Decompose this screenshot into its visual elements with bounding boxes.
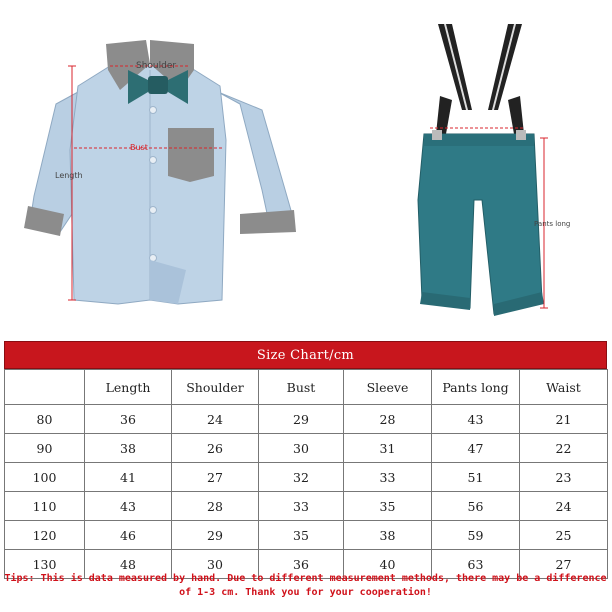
table-cell: 48 xyxy=(85,550,172,579)
length-label: Length xyxy=(55,171,83,180)
pants-illustration xyxy=(418,24,544,316)
size-cell: 100 xyxy=(5,463,85,492)
column-header-sleeve: Sleeve xyxy=(344,370,432,405)
table-cell: 30 xyxy=(172,550,259,579)
column-header xyxy=(5,370,85,405)
table-row xyxy=(5,463,608,492)
bust-label: Bust xyxy=(130,143,148,152)
table-row xyxy=(5,405,608,434)
table-cell: 38 xyxy=(85,434,172,463)
column-header-waist: Waist xyxy=(520,370,608,405)
table-row xyxy=(5,492,608,521)
table-cell: 40 xyxy=(344,550,432,579)
table-cell: 43 xyxy=(432,405,520,434)
column-header-length: Length xyxy=(85,370,172,405)
size-chart xyxy=(4,341,607,579)
table-cell: 22 xyxy=(520,434,608,463)
table-row xyxy=(5,521,608,550)
table-cell: 46 xyxy=(85,521,172,550)
table-cell: 33 xyxy=(259,492,344,521)
shoulder-label: Shoulder xyxy=(136,61,177,71)
table-cell: 38 xyxy=(344,521,432,550)
table-cell: 59 xyxy=(432,521,520,550)
column-header-bust: Bust xyxy=(259,370,344,405)
size-cell: 110 xyxy=(5,492,85,521)
table-cell: 56 xyxy=(432,492,520,521)
tips-line-1: Tips: This is data measured by hand. Due to different measurement methods, there may be a difference xyxy=(4,573,607,584)
table-cell: 30 xyxy=(259,434,344,463)
table-cell: 35 xyxy=(259,521,344,550)
table-cell: 31 xyxy=(344,434,432,463)
table-cell: 27 xyxy=(172,463,259,492)
table-cell: 35 xyxy=(344,492,432,521)
table-cell: 24 xyxy=(172,405,259,434)
size-cell: 80 xyxy=(5,405,85,434)
table-cell: 36 xyxy=(259,550,344,579)
pants-long-label: Pants long xyxy=(534,220,571,228)
size-table xyxy=(4,369,608,579)
table-cell: 25 xyxy=(520,521,608,550)
table-cell: 29 xyxy=(172,521,259,550)
table-cell: 43 xyxy=(85,492,172,521)
column-header-shoulder: Shoulder xyxy=(172,370,259,405)
table-cell: 23 xyxy=(520,463,608,492)
size-cell: 130 xyxy=(5,550,85,579)
column-header-pants-long: Pants long xyxy=(432,370,520,405)
table-cell: 21 xyxy=(520,405,608,434)
table-cell: 63 xyxy=(432,550,520,579)
tips-note xyxy=(4,572,607,600)
table-cell: 41 xyxy=(85,463,172,492)
table-cell: 28 xyxy=(172,492,259,521)
table-cell: 33 xyxy=(344,463,432,492)
table-header-row xyxy=(5,370,608,405)
table-cell: 27 xyxy=(520,550,608,579)
size-cell: 90 xyxy=(5,434,85,463)
table-cell: 29 xyxy=(259,405,344,434)
table-cell: 47 xyxy=(432,434,520,463)
table-cell: 28 xyxy=(344,405,432,434)
size-cell: 120 xyxy=(5,521,85,550)
table-cell: 32 xyxy=(259,463,344,492)
table-cell: 24 xyxy=(520,492,608,521)
size-chart-title: Size Chart/cm xyxy=(4,341,607,369)
table-row xyxy=(5,434,608,463)
table-cell: 51 xyxy=(432,463,520,492)
table-cell: 36 xyxy=(85,405,172,434)
table-cell: 26 xyxy=(172,434,259,463)
tips-line-2: of 1-3 cm. Thank you for your cooperation! xyxy=(179,587,432,598)
